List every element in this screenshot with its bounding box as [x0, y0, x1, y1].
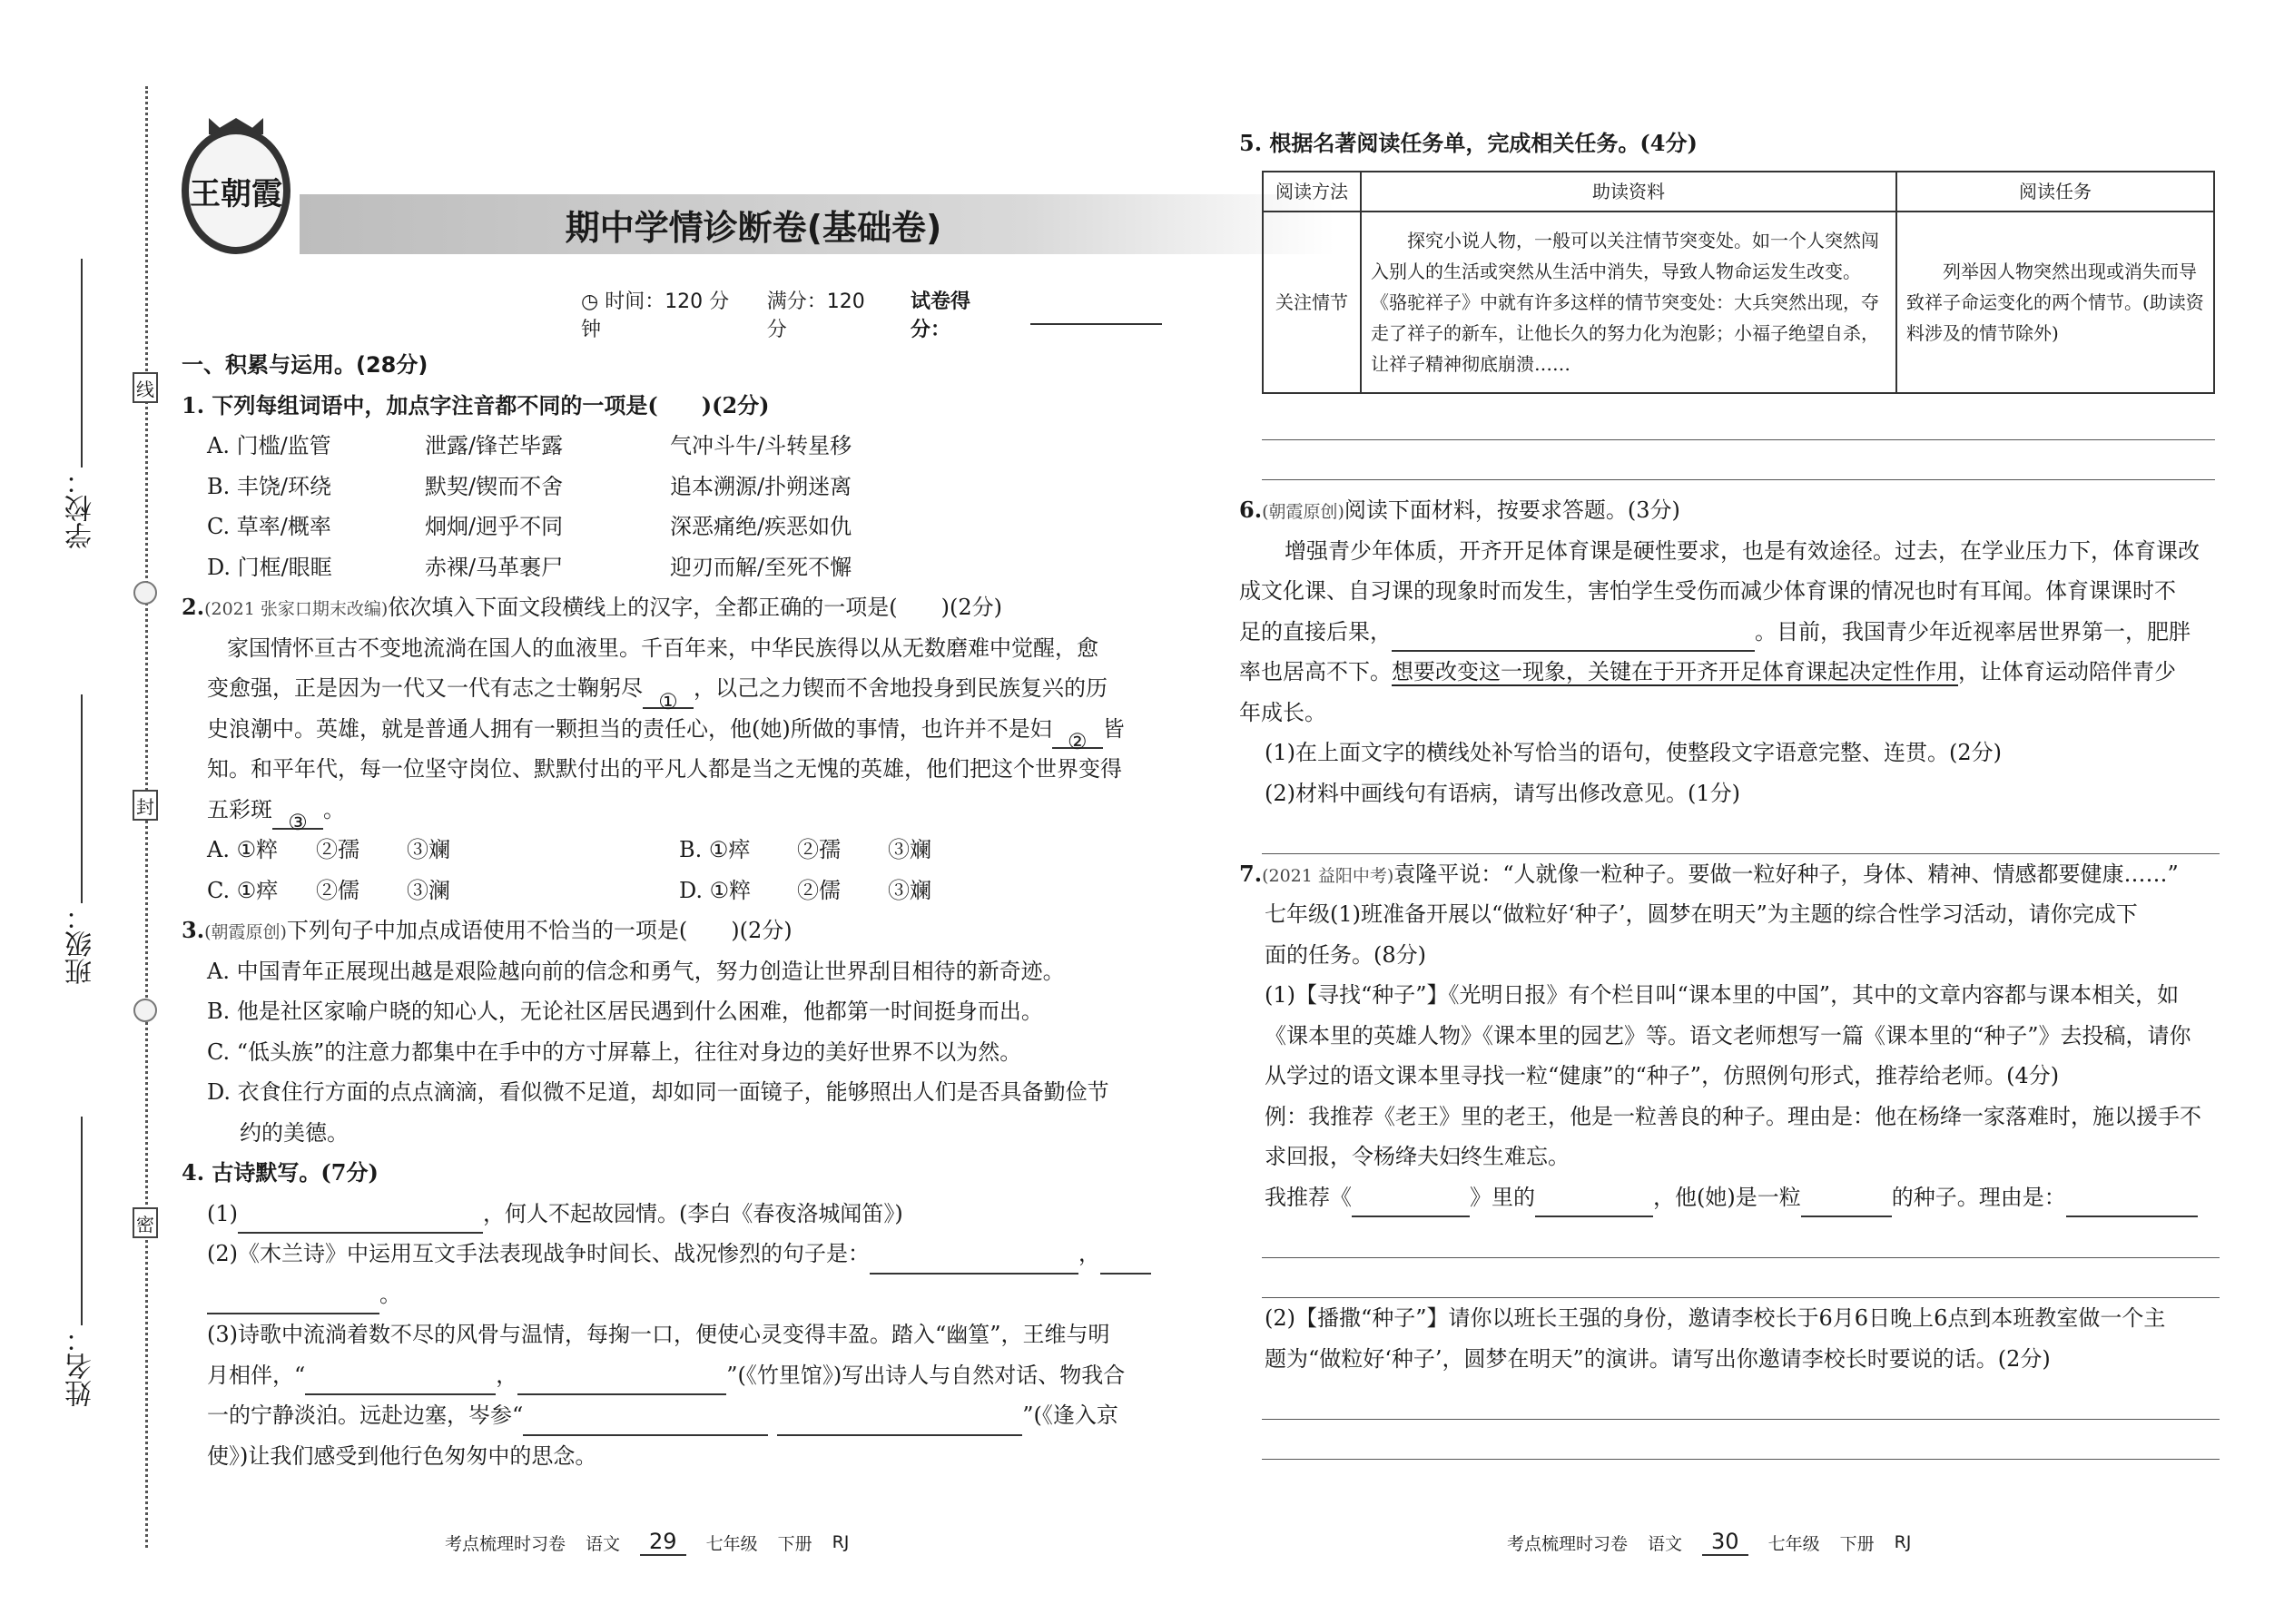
q7-stem-text: 袁隆平说：“人就像一粒种子。要做一粒好种子，身体、精神、情感都要健康……” [1393, 861, 2179, 887]
q4-p2-text: (2)《木兰诗》中运用互文手法表现战争时间长、战况惨烈的句子是： [207, 1241, 870, 1266]
footer-edition: RJ [832, 1532, 850, 1552]
q7-fill-text: 的种子。理由是： [1891, 1184, 2066, 1210]
table-header: 阅读任务 [1896, 172, 2214, 212]
table-cell-method: 关注情节 [1263, 212, 1361, 393]
q4-part3-line4: 使》)让我们感受到他行色匆匆中的思念。 [207, 1442, 597, 1469]
q2-blank-1[interactable]: ① [643, 682, 694, 709]
q6-passage-line: 年成长。 [1239, 699, 1326, 725]
right-page [1226, 0, 2233, 1624]
q7-fill-text: ，他(她)是一粒 [1653, 1184, 1801, 1210]
q2-text: 变愈强，正是因为一代又一代有志之士鞠躬尽 [207, 675, 643, 701]
q2-c-3: ③澜 [407, 877, 450, 903]
q2-passage-line [182, 709, 1162, 754]
q5-heading [1239, 123, 2220, 164]
q2-d-2: ②儒 [797, 877, 841, 903]
q1-c-2: 炯炯/迥乎不同 [425, 514, 564, 539]
q4-part3: (3)诗歌中流淌着数不尽的风骨与温情，每掬一口，便使心灵变得丰盈。踏入“幽篁”，王维与明 [207, 1322, 1110, 1347]
q4-p3-text: 一的宁静淡泊。远赴边塞，岑参“ [207, 1403, 524, 1428]
q1-a-3: 气冲斗牛/斗转星移 [670, 433, 852, 458]
q6-passage-line [1239, 652, 2220, 693]
q7-blank-reason[interactable] [2066, 1190, 2198, 1217]
q1-stem: 1. 下列每组词语中，加点字注音都不同的一项是( )(2分) [182, 391, 770, 418]
binding-seal-icon [133, 581, 157, 605]
table-row [1263, 212, 2214, 393]
q7-intro: 七年级(1)班准备开展以“做粒好‘种子’，圆梦在明天”为主题的综合性学习活动，请你完成下 [1265, 901, 2138, 927]
answer-line[interactable] [1262, 1217, 2220, 1258]
exam-meta [581, 286, 1162, 342]
q2-option-b[interactable] [679, 830, 931, 871]
q2-b-3: ③斓 [888, 837, 931, 862]
q7-blank-person[interactable] [1535, 1190, 1653, 1217]
answer-line[interactable] [1262, 1258, 2220, 1299]
q2-options-cd [182, 871, 1162, 911]
q7-example: 例：我推荐《老王》里的老王，他是一粒善良的种子。理由是：他在杨绛一家落难时，施以援手不 [1265, 1103, 2201, 1129]
q2-option-d[interactable] [679, 871, 931, 911]
q7-part1: 《课本里的英雄人物》《课本里的园艺》等。语文老师想写一篇《课本里的“种子”》去投稿，请你 [1265, 1022, 2191, 1048]
q5-answer-lines[interactable] [1262, 399, 2215, 480]
q2-option-a[interactable] [207, 830, 679, 871]
binding-mark-xian: 线 [133, 372, 158, 403]
footer-volume: 下册 [1839, 1533, 1875, 1554]
q2-d-1: D. ①粹 [679, 877, 752, 903]
q4-stem: 4. 古诗默写。(7分) [182, 1159, 379, 1186]
q1-c-1: C. 草率/概率 [207, 514, 331, 539]
binding-strip [0, 0, 182, 1624]
q7-part1: 从学过的语文课本里寻找一粒“健康”的“种子”，仿照例句形式，推荐给老师。(4分) [1265, 1063, 2060, 1088]
q4-blank-4[interactable] [305, 1368, 496, 1395]
q4-part2-cont [182, 1275, 1162, 1315]
q3-option-d-cont: 约的美德。 [240, 1119, 349, 1146]
q4-part3-line2 [182, 1355, 1162, 1396]
answer-line[interactable] [1262, 813, 2220, 854]
answer-line[interactable] [1262, 440, 2215, 481]
q2-text: 皆 [1102, 715, 1125, 742]
q6-text: 足的直接后果， [1239, 618, 1392, 645]
logo [182, 127, 290, 254]
class-field[interactable] [64, 694, 100, 985]
q1-a-2: 泄露/锋芒毕露 [425, 433, 564, 458]
q2-c-2: ②儒 [316, 877, 359, 903]
q4-part3-line3 [182, 1395, 1162, 1436]
page-number: 29 [640, 1529, 686, 1556]
q2-source: (2021 张家口期末改编) [204, 599, 389, 619]
q7-fill-text: 我推荐《 [1265, 1184, 1352, 1210]
q4-p1-label: (1) [207, 1200, 238, 1226]
q4-blank-3b[interactable] [207, 1287, 379, 1314]
q3-option-c[interactable]: C. “低头族”的注意力都集中在手中的方寸屏幕上，往往对身边的美好世界不以为然。 [207, 1038, 1022, 1065]
q6-blank[interactable] [1392, 625, 1755, 652]
q1-option-d[interactable] [182, 547, 1162, 588]
class-label: 班级： [65, 903, 97, 985]
q7-blank-book[interactable] [1352, 1190, 1470, 1217]
q7-fill-line [1239, 1177, 2220, 1218]
q2-passage-line [182, 668, 1162, 714]
q6-subq1: (1)在上面文字的横线处补写恰当的语句，使整段文字语意完整、连贯。(2分) [1265, 740, 2002, 765]
table-header: 阅读方法 [1263, 172, 1361, 212]
q6-stem [1239, 490, 2220, 531]
name-line [81, 1117, 83, 1325]
q2-text: 五彩斑 [207, 796, 272, 822]
score-label: 试卷得分： [911, 290, 971, 341]
q3-number: 3. [182, 917, 205, 943]
q4-p2-comma: ， [1078, 1241, 1100, 1266]
school-label: 学校： [65, 468, 97, 549]
footer-grade: 七年级 [705, 1533, 758, 1554]
logo-text: 王朝霞 [190, 175, 282, 212]
page-number: 30 [1702, 1529, 1748, 1556]
q4-blank-7[interactable] [777, 1409, 1022, 1436]
q2-b-2: ②孺 [797, 837, 841, 862]
q7-example: 求回报，令杨绛夫妇终生难忘。 [1265, 1144, 1570, 1169]
binding-seal-icon [133, 999, 157, 1022]
q2-option-c[interactable] [207, 871, 679, 911]
q3-stem-text: 下列句子中加点成语使用不恰当的一项是( )(2分) [286, 918, 793, 943]
table-cell-material: 探究小说人物，一般可以关注情节突变处。如一个人突然闯入别人的生活或突然从生活中消失，导致人物命运发生改变。《骆驼祥子》中就有许多这样的情节突变处：大兵突然出现，夺走了祥子的新车，让他长久的努力化为泡影；小福子绝望自杀，让祥子精神彻底崩溃…… [1361, 212, 1896, 393]
table-cell-task: 列举因人物突然出现或消失而导致祥子命运变化的两个情节。(助读资料涉及的情节除外) [1896, 212, 2214, 393]
q1-b-1: B. 丰饶/环绕 [207, 473, 331, 499]
q1-d-1: D. 门框/眼眶 [207, 554, 332, 580]
q2-blank-3[interactable]: ③ [272, 802, 323, 830]
table-header: 助读资料 [1361, 172, 1896, 212]
q6-underlined-sentence: 想要改变这一现象，关键在于开齐开足体育课起决定性作用 [1392, 659, 1958, 684]
q1-d-2: 赤裸/马革裹尸 [425, 554, 564, 580]
binding-mark-mi: 密 [133, 1207, 158, 1238]
table-header-row [1263, 172, 2214, 212]
q2-b-1: B. ①瘁 [679, 837, 751, 862]
school-field[interactable] [64, 259, 100, 549]
q6-source: (朝霞原创) [1262, 502, 1344, 522]
q4-blank-2[interactable] [870, 1247, 1078, 1275]
q2-passage-line: 家国情怀亘古不变地流淌在国人的血液里。千百年来，中华民族得以从无数磨难中觉醒，愈 [227, 635, 1098, 661]
name-label: 姓名： [65, 1325, 97, 1407]
footer-subject: 语文 [586, 1533, 621, 1554]
exam-time: ◷ 时间：120 分钟 [581, 290, 730, 341]
footer-grade: 七年级 [1767, 1533, 1820, 1554]
q2-a-2: ②孺 [316, 837, 359, 862]
page-title: 期中学情诊断卷(基础卷) [565, 207, 942, 248]
q6-text: ，让体育运动陪伴青少 [1958, 659, 2176, 684]
q2-d-3: ③斓 [888, 877, 931, 903]
q4-blank-6[interactable] [523, 1409, 768, 1436]
footer-series: 考点梳理时习卷 [445, 1533, 566, 1554]
q6-passage-line: 增强青少年体质，开齐开足体育课是硬性要求，也是有效途径。过去，在学业压力下，体育课改 [1285, 537, 2200, 564]
q7-part2: 题为“做粒好‘种子’，圆梦在明天”的演讲。请写出你邀请李校长时要说的话。(2分) [1265, 1345, 2051, 1372]
q2-passage-line: 知。和平年代，每一位坚守岗位、默默付出的平凡人都是当之无愧的英雄，他们把这个世界变得 [207, 756, 1122, 782]
school-line [81, 259, 83, 468]
q2-text: ，以己之力锲而不舍地投身到民族复兴的历 [694, 675, 1108, 701]
q3-option-a[interactable]: A. 中国青年正展现出越是艰险越向前的信念和勇气，努力创造让世界刮目相待的新奇迹。 [207, 958, 1065, 984]
q7-stem [1239, 854, 2220, 895]
q7-number: 7. [1239, 860, 1263, 887]
q1-c-3: 深恶痛绝/疾恶如仇 [670, 514, 852, 539]
q2-text: 。 [323, 796, 345, 822]
q2-text: 史浪潮中。英雄，就是普通人拥有一颗担当的责任心，他(她)所做的事情，也许并不是妇 [207, 715, 1052, 742]
q1-b-3: 追本溯源/扑朔迷离 [670, 473, 852, 499]
left-page [182, 0, 1162, 1624]
exam-full-score: 满分：120 分 [766, 290, 865, 341]
q1-d-3: 迎刃而解/至死不懈 [670, 554, 852, 580]
q3-option-d[interactable]: D. 衣食住行方面的点点滴滴，看似微不足道，却如同一面镜子，能够照出人们是否具备勤俭节 [207, 1079, 1109, 1105]
q6-passage-line: 成文化课、自习课的现象时而发生，害怕学生受伤而减少体育课的情况也时有耳闻。体育课课时不 [1239, 578, 2176, 604]
q3-option-b[interactable]: B. 他是社区家喻户晓的知心人，无论社区居民遇到什么困难，他都第一时间挺身而出。 [207, 999, 1043, 1024]
q2-passage-line [182, 790, 1162, 835]
q7-part1: (1)【寻找“种子”】《光明日报》有个栏目叫“课本里的中国”，其中的文章内容都与课本相关，如 [1265, 982, 2180, 1008]
q1-option-a[interactable] [182, 426, 1162, 467]
q6-subq2: (2)材料中画线句有语病，请写出修改意见。(1分) [1265, 780, 1740, 806]
q7-source: (2021 益阳中考) [1262, 865, 1394, 886]
left-footer [445, 1529, 849, 1556]
reading-task-table [1262, 171, 2215, 394]
q6-text: 。目前，我国青少年近视率居世界第一，肥胖 [1755, 618, 2191, 645]
q2-c-1: C. ①瘁 [207, 877, 279, 903]
q2-blank-2[interactable]: ② [1052, 722, 1103, 749]
section-heading: 一、积累与运用。(28分) [182, 352, 428, 378]
q7-blank-quality[interactable] [1801, 1190, 1892, 1217]
footer-subject: 语文 [1648, 1533, 1683, 1554]
binding-mark-feng: 封 [133, 790, 158, 821]
name-field[interactable] [64, 1117, 100, 1407]
q2-a-1: A. ①粹 [207, 837, 279, 862]
q4-p2-period: 。 [379, 1281, 401, 1307]
q4-part2 [182, 1234, 1162, 1275]
q6-passage-line [1239, 612, 2220, 653]
q7-fill-text: 》里的 [1470, 1184, 1535, 1210]
q7-part2: (2)【播撒“种子”】请你以班长王强的身份，邀请李校长于6月6日晚上6点到本班教室做一个主 [1265, 1305, 2166, 1331]
q4-p3-text: ， [496, 1362, 518, 1388]
q4-p3-text: ”(《竹里馆》)写出诗人与自然对话、物我合 [726, 1362, 1126, 1388]
answer-line[interactable] [1262, 1420, 2220, 1461]
footer-volume: 下册 [777, 1533, 812, 1554]
q1-option-b[interactable] [182, 467, 1162, 507]
q4-blank-5[interactable] [517, 1368, 726, 1395]
q4-part1 [182, 1194, 1162, 1235]
q1-a-1: A. 门槛/监管 [207, 433, 331, 458]
answer-line[interactable] [1262, 1379, 2220, 1420]
q1-b-2: 默契/锲而不舍 [425, 473, 564, 499]
score-blank[interactable] [1030, 303, 1162, 325]
q1-option-c[interactable] [182, 507, 1162, 547]
footer-series: 考点梳理时习卷 [1507, 1533, 1629, 1554]
q2-stem [182, 587, 1162, 628]
answer-line[interactable] [1262, 399, 2215, 440]
q2-stem-text: 依次填入下面文段横线上的汉字，全都正确的一项是( )(2分) [388, 595, 1003, 620]
left-content [182, 345, 1162, 1476]
q5-stem: 5. 根据名著阅读任务单，完成相关任务。(4分) [1239, 130, 1698, 156]
footer-edition: RJ [1894, 1532, 1912, 1552]
q6-text: 率也居高不下。 [1239, 659, 1392, 684]
q3-source: (朝霞原创) [204, 922, 287, 942]
right-footer [1507, 1529, 1911, 1556]
q2-number: 2. [182, 594, 205, 620]
q4-blank-1[interactable] [238, 1206, 483, 1234]
q4-p3-text: ”(《逢入京 [1022, 1403, 1118, 1428]
q2-options-ab [182, 830, 1162, 871]
right-content [1239, 490, 2220, 1460]
q4-p1-text: ，何人不起故园情。(李白《春夜洛城闻笛》) [483, 1200, 903, 1226]
q6-stem-text: 阅读下面材料，按要求答题。(3分) [1344, 497, 1680, 523]
q4-blank-3a[interactable] [1100, 1247, 1151, 1275]
class-line [81, 694, 83, 903]
q4-p3-text: 月相伴，“ [207, 1362, 306, 1388]
q3-stem [182, 910, 1162, 951]
q7-intro: 面的任务。(8分) [1265, 941, 1426, 968]
q6-number: 6. [1239, 497, 1263, 523]
q2-a-3: ③斓 [407, 837, 450, 862]
